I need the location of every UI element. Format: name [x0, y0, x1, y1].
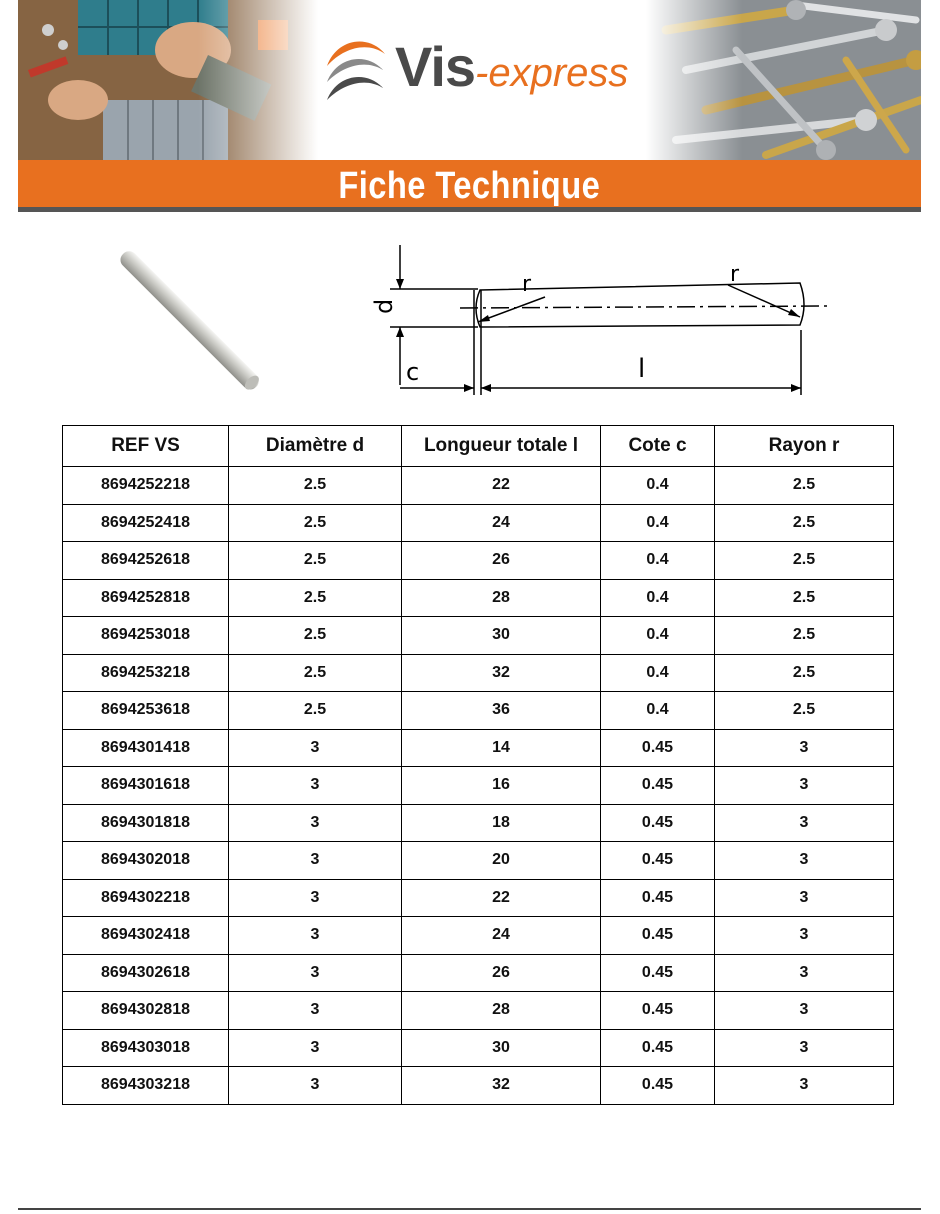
cell-length: 30	[402, 617, 601, 655]
cell-ref: 8694301418	[63, 729, 229, 767]
cell-length: 16	[402, 767, 601, 805]
cell-radius: 3	[715, 992, 894, 1030]
cell-ref: 8694303218	[63, 1067, 229, 1105]
cell-radius: 3	[715, 879, 894, 917]
cell-length: 22	[402, 879, 601, 917]
cell-ref: 8694302418	[63, 917, 229, 955]
cell-cote: 0.45	[601, 879, 715, 917]
cell-length: 14	[402, 729, 601, 767]
cell-length: 30	[402, 1029, 601, 1067]
cell-length: 32	[402, 1067, 601, 1105]
cell-diameter: 2.5	[229, 579, 402, 617]
cell-length: 20	[402, 842, 601, 880]
cell-radius: 2.5	[715, 617, 894, 655]
cell-diameter: 3	[229, 1029, 402, 1067]
label-r-right: r	[730, 262, 740, 287]
cell-cote: 0.4	[601, 692, 715, 730]
cell-length: 18	[402, 804, 601, 842]
cell-cote: 0.45	[601, 917, 715, 955]
screws-photo	[646, 0, 921, 160]
cell-ref: 8694252218	[63, 467, 229, 505]
cell-diameter: 3	[229, 879, 402, 917]
label-d: d	[370, 298, 398, 314]
cell-ref: 8694302218	[63, 879, 229, 917]
footer-divider	[18, 1208, 921, 1210]
banner-images	[18, 0, 921, 160]
cell-ref: 8694301818	[63, 804, 229, 842]
label-l: l	[638, 354, 646, 384]
table-header-row	[63, 426, 894, 467]
table-row	[63, 467, 894, 505]
table-row	[63, 542, 894, 580]
cell-length: 24	[402, 504, 601, 542]
cell-ref: 8694253218	[63, 654, 229, 692]
cell-cote: 0.4	[601, 542, 715, 580]
cell-radius: 2.5	[715, 542, 894, 580]
cell-length: 28	[402, 992, 601, 1030]
cell-radius: 3	[715, 1029, 894, 1067]
spec-table	[62, 425, 894, 1105]
cell-radius: 3	[715, 842, 894, 880]
cell-cote: 0.4	[601, 579, 715, 617]
swoosh-logo-icon	[323, 30, 393, 110]
cell-cote: 0.45	[601, 1029, 715, 1067]
dowel-pin-photo	[100, 235, 280, 405]
cell-diameter: 2.5	[229, 654, 402, 692]
cell-length: 26	[402, 542, 601, 580]
cell-cote: 0.4	[601, 504, 715, 542]
cell-radius: 2.5	[715, 654, 894, 692]
cell-radius: 3	[715, 767, 894, 805]
cell-cote: 0.45	[601, 804, 715, 842]
cell-diameter: 2.5	[229, 504, 402, 542]
cell-ref: 8694253618	[63, 692, 229, 730]
cell-diameter: 2.5	[229, 617, 402, 655]
cell-radius: 2.5	[715, 692, 894, 730]
cell-cote: 0.45	[601, 767, 715, 805]
cell-diameter: 3	[229, 954, 402, 992]
cell-radius: 3	[715, 804, 894, 842]
cell-diameter: 3	[229, 1067, 402, 1105]
table-row	[63, 842, 894, 880]
workshop-photo	[18, 0, 318, 160]
cell-ref: 8694252418	[63, 504, 229, 542]
brand-name: Vis-express	[395, 35, 629, 98]
divider	[18, 207, 921, 212]
cell-cote: 0.45	[601, 729, 715, 767]
cell-radius: 3	[715, 917, 894, 955]
cell-radius: 3	[715, 954, 894, 992]
page-title: Fiche Technique	[338, 165, 601, 207]
cell-ref: 8694252618	[63, 542, 229, 580]
cell-radius: 3	[715, 729, 894, 767]
cell-diameter: 3	[229, 804, 402, 842]
title-bar	[18, 160, 921, 207]
cell-ref: 8694302018	[63, 842, 229, 880]
technical-drawing	[360, 235, 840, 405]
table-row	[63, 579, 894, 617]
cell-length: 36	[402, 692, 601, 730]
cell-ref: 8694303018	[63, 1029, 229, 1067]
cell-ref: 8694302818	[63, 992, 229, 1030]
cell-radius: 3	[715, 1067, 894, 1105]
cell-diameter: 3	[229, 992, 402, 1030]
cell-cote: 0.4	[601, 654, 715, 692]
label-c: c	[406, 358, 420, 386]
label-r-left: r	[522, 272, 532, 297]
header-length: Longueur totale l	[402, 426, 601, 467]
table-row	[63, 992, 894, 1030]
header-diameter: Diamètre d	[229, 426, 402, 467]
table-row	[63, 692, 894, 730]
cell-ref: 8694302618	[63, 954, 229, 992]
cell-length: 24	[402, 917, 601, 955]
cell-ref: 8694252818	[63, 579, 229, 617]
table-row	[63, 954, 894, 992]
cell-cote: 0.45	[601, 842, 715, 880]
cell-cote: 0.4	[601, 467, 715, 505]
table-row	[63, 767, 894, 805]
cell-diameter: 3	[229, 767, 402, 805]
table-row	[63, 617, 894, 655]
table-body	[63, 467, 894, 1105]
header-cote: Cote c	[601, 426, 715, 467]
cell-diameter: 3	[229, 917, 402, 955]
header-radius: Rayon r	[715, 426, 894, 467]
cell-diameter: 3	[229, 729, 402, 767]
cell-diameter: 3	[229, 842, 402, 880]
cell-cote: 0.45	[601, 992, 715, 1030]
table-row	[63, 804, 894, 842]
vis-express-logo	[323, 30, 643, 110]
cell-cote: 0.4	[601, 617, 715, 655]
cell-cote: 0.45	[601, 954, 715, 992]
cell-radius: 2.5	[715, 579, 894, 617]
table-row	[63, 917, 894, 955]
table-row	[63, 504, 894, 542]
cell-ref: 8694301618	[63, 767, 229, 805]
header-banner	[18, 0, 921, 212]
table-row	[63, 1067, 894, 1105]
cell-length: 22	[402, 467, 601, 505]
cell-ref: 8694253018	[63, 617, 229, 655]
table-row	[63, 879, 894, 917]
cell-cote: 0.45	[601, 1067, 715, 1105]
header-ref: REF VS	[63, 426, 229, 467]
cell-diameter: 2.5	[229, 542, 402, 580]
cell-radius: 2.5	[715, 467, 894, 505]
cell-diameter: 2.5	[229, 467, 402, 505]
cell-radius: 2.5	[715, 504, 894, 542]
table-row	[63, 729, 894, 767]
cell-length: 28	[402, 579, 601, 617]
cell-length: 26	[402, 954, 601, 992]
table-row	[63, 1029, 894, 1067]
table-row	[63, 654, 894, 692]
cell-diameter: 2.5	[229, 692, 402, 730]
cell-length: 32	[402, 654, 601, 692]
